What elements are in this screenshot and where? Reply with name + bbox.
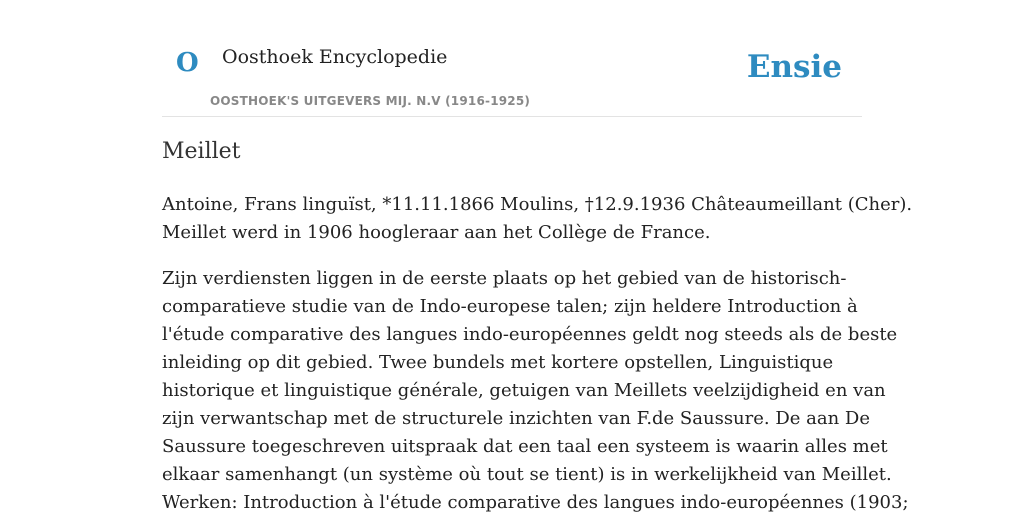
paragraph-line: Werken: Introduction à l'étude comparative des langues indo-européennes (1903; bbox=[162, 491, 909, 512]
paragraph-line: Zijn verdiensten liggen in de eerste plaats op het gebied van de historisch- bbox=[162, 267, 847, 289]
site-header bbox=[162, 0, 862, 117]
source-subtitle: OOSTHOEK'S UITGEVERS MIJ. N.V (1916-1925) bbox=[210, 94, 531, 108]
paragraph-line: Meillet werd in 1906 hoogleraar aan het Collège de France. bbox=[162, 221, 711, 243]
brand-logo-link[interactable]: Ensie bbox=[746, 49, 842, 85]
paragraph-line: elkaar samenhangt (un système où tout se tient) is in werkelijkheid van Meillet. bbox=[162, 463, 892, 485]
article-paragraph-1 bbox=[162, 191, 913, 247]
paragraph-line: comparatieve studie van de Indo-europese talen; zijn heldere Introduction à bbox=[162, 295, 858, 317]
source-title[interactable]: Oosthoek Encyclopedie bbox=[222, 46, 448, 68]
paragraph-line: zijn verwantschap met de structurele inzichten van F.de Saussure. De aan De bbox=[162, 407, 871, 429]
paragraph-line: Saussure toegeschreven uitspraak dat een taal een systeem is waarin alles met bbox=[162, 435, 888, 457]
article-paragraph-2 bbox=[162, 265, 909, 512]
paragraph-line: Antoine, Frans linguïst, *11.11.1866 Moulins, †12.9.1936 Châteaumeillant (Cher). bbox=[162, 193, 913, 215]
article-title: Meillet bbox=[162, 139, 241, 164]
article bbox=[162, 138, 913, 512]
paragraph-line: inleiding op dit gebied. Twee bundels met kortere opstellen, Linguistique bbox=[162, 351, 834, 373]
source-logo-icon[interactable]: O bbox=[176, 48, 199, 78]
paragraph-line: l'étude comparative des langues indo-européennes geldt nog steeds als de beste bbox=[162, 323, 898, 345]
paragraph-line: historique et linguistique générale, getuigen van Meillets veelzijdigheid en van bbox=[162, 379, 886, 401]
